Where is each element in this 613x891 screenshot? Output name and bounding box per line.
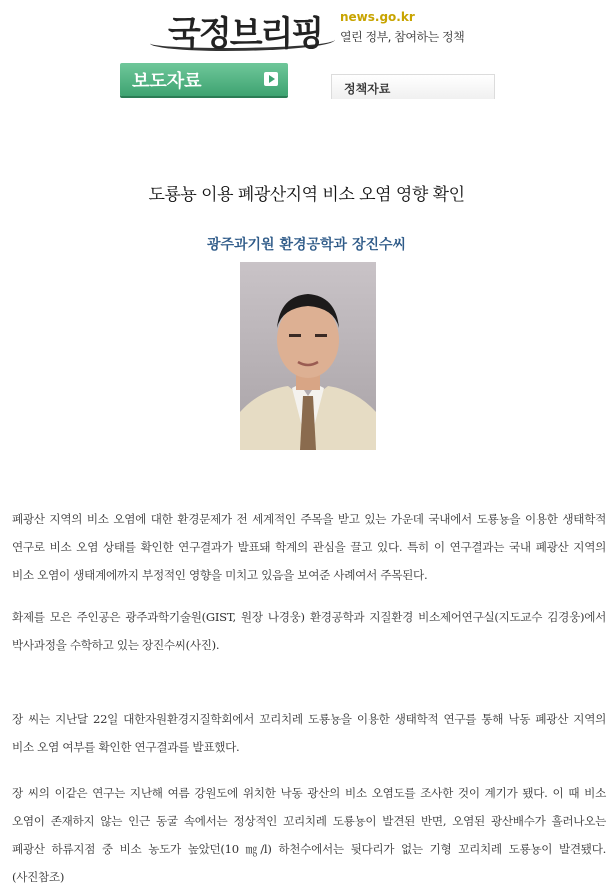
logo-wordmark: 국정브리핑	[168, 14, 323, 54]
article-paragraph: 폐광산 지역의 비소 오염에 대한 환경문제가 전 세계적인 주목을 받고 있는 가운데 국내에서 도룡뇽을 이용한 생태학적 연구로 비소 오염 상태를 확인한 연구결과가 발표돼 학계의 관심을 끌고 있다. 특히 이 연구결과는 국내 폐광산 지역의 비소 오염이 생태계에까지 부정적인 영향을 미치고 있음을 보여준 사례여서 주목된다.	[12, 512, 606, 582]
policy-material-tab[interactable]	[331, 74, 495, 99]
press-release-label: 보도자료	[132, 71, 202, 92]
logo-site-url: news.go.kr	[340, 10, 415, 24]
article-byline: 광주과기원 환경공학과 장진수씨	[206, 237, 407, 253]
policy-material-label: 정책자료	[344, 82, 391, 96]
press-release-tab[interactable]	[120, 63, 288, 96]
logo-tagline: 열린 정부, 참여하는 정책	[340, 30, 465, 44]
portrait-photo	[240, 262, 376, 450]
arrow-right-icon	[264, 72, 278, 86]
article-paragraph: 장 씨의 이같은 연구는 지난해 여름 강원도에 위치한 낙동 광산의 비소 오염도를 조사한 것이 계기가 됐다. 이 때 비소 오염이 존재하지 않는 인근 동굴 속에서는 정상적인 꼬리치레 도룡뇽이 발견된 반면, 오염된 광산배수가 흘러나오는 폐광산 하류지점 중 비소 농도가 높았던(10 ㎎/l) 하천수에서는 뒷다리가 없는 기형 꼬리치레 도룡뇽이 발견됐다. (사진참조)	[12, 786, 606, 884]
article-title: 도룡뇽 이용 폐광산지역 비소 오염 영향 확인	[148, 185, 465, 205]
article-paragraph: 화제를 모은 주인공은 광주과학기술원(GIST, 원장 나경웅) 환경공학과 지질환경 비소제어연구실(지도교수 김경웅)에서 박사과정을 수학하고 있는 장진수씨(사진).	[12, 610, 606, 652]
article-paragraph: 장 씨는 지난달 22일 대한자원환경지질학회에서 꼬리치레 도룡뇽을 이용한 생태학적 연구를 통해 낙동 폐광산 지역의 비소 오염 여부를 확인한 연구결과를 발표했다.	[12, 712, 606, 754]
